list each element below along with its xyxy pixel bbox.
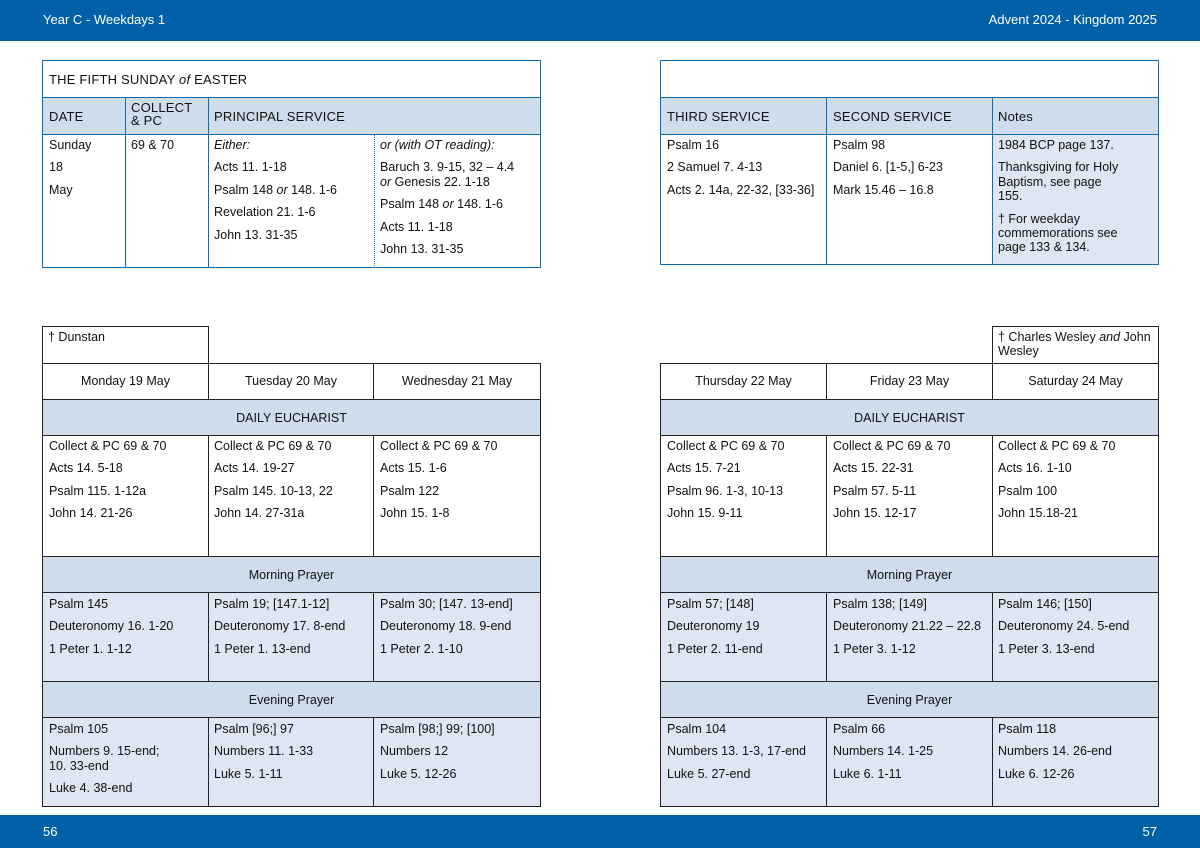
divider xyxy=(1158,326,1159,364)
morning-cell xyxy=(667,597,823,664)
note: Thanksgiving for Holy Baptism, see page 155. xyxy=(998,160,1119,204)
reading-line: Baruch 3. 9-15, 32 – 4.4 xyxy=(380,160,515,175)
sunday-collect-cell: 69 & 70 xyxy=(131,138,175,152)
commem-italic: and xyxy=(1099,330,1121,344)
reading: Revelation 21. 1-6 xyxy=(214,205,316,220)
band-daily-eucharist-right: DAILY EUCHARIST xyxy=(661,400,1158,435)
page-number-right: 57 xyxy=(1142,824,1157,839)
evening-cell xyxy=(380,722,536,789)
reading: Deuteronomy 17. 8-end xyxy=(214,619,346,634)
band-morning-prayer-right: Morning Prayer xyxy=(661,557,1158,592)
divider xyxy=(992,326,1159,327)
reading: Acts 15. 22-31 xyxy=(833,461,914,476)
evening-cell xyxy=(998,722,1154,789)
reading: Collect & PC 69 & 70 xyxy=(833,439,951,453)
page-footer xyxy=(0,815,1200,848)
sunday-title xyxy=(49,72,247,87)
divider xyxy=(208,435,209,557)
reading: Collect & PC 69 & 70 xyxy=(380,439,498,453)
header-right-text: Advent 2024 - Kingdom 2025 xyxy=(988,12,1157,27)
reading: Psalm 138; [149] xyxy=(833,597,927,611)
eucharist-cell xyxy=(49,439,205,529)
sunday-date-cell xyxy=(49,138,121,205)
reading: John 15. 12-17 xyxy=(833,506,917,521)
page-number-left: 56 xyxy=(43,824,58,839)
note: † For weekday commemorations see page 133 & 134. xyxy=(998,211,1118,255)
notes-cell xyxy=(998,138,1128,263)
divider xyxy=(992,326,993,364)
reading: Psalm 66 xyxy=(833,722,886,736)
reading: Luke 4. 38-end xyxy=(49,781,133,796)
reading: Collect & PC 69 & 70 xyxy=(667,439,785,453)
reading: Collect & PC 69 & 70 xyxy=(49,439,167,453)
divider xyxy=(826,592,827,682)
morning-cell xyxy=(380,597,538,664)
evening-cell xyxy=(49,722,199,804)
date-line: 18 xyxy=(49,160,63,175)
third-service-cell xyxy=(667,138,824,205)
divider xyxy=(208,97,209,268)
divider xyxy=(42,97,541,98)
commemoration-dunstan: † Dunstan xyxy=(48,330,105,344)
reading: Psalm 19; [147.1-12] xyxy=(214,597,330,611)
divider xyxy=(660,435,1159,436)
reading: Psalm 148 or 148. 1-6 xyxy=(214,182,337,197)
band-daily-eucharist-left: DAILY EUCHARIST xyxy=(43,400,540,435)
morning-cell xyxy=(833,597,991,664)
reading: Acts 2. 14a, 22-32, [33-36] xyxy=(667,182,815,197)
title-italic: of xyxy=(179,72,191,87)
reading-line: Genesis 22. 1-18 xyxy=(391,174,490,189)
divider xyxy=(42,592,541,593)
eucharist-cell xyxy=(667,439,823,529)
second-service-cell xyxy=(833,138,990,205)
eucharist-cell xyxy=(833,439,989,529)
divider xyxy=(660,134,1159,135)
day-header: Thursday 22 May xyxy=(695,374,792,388)
reading: Psalm 57; [148] xyxy=(667,597,754,611)
reading xyxy=(380,160,538,189)
reading: Psalm 57. 5-11 xyxy=(833,483,917,498)
eucharist-cell xyxy=(380,439,536,529)
reading: John 15.18-21 xyxy=(998,506,1078,521)
reading: John 13. 31-35 xyxy=(214,227,298,242)
title-part: THE FIFTH SUNDAY xyxy=(49,72,180,87)
reading: Numbers 12 xyxy=(380,744,449,759)
day-header: Monday 19 May xyxy=(81,374,170,388)
sunday-or-cell xyxy=(380,138,538,264)
reading: 1 Peter 2. 11-end xyxy=(667,641,763,656)
morning-cell xyxy=(998,597,1156,664)
day-header: Friday 23 May xyxy=(869,374,950,388)
reading: Psalm 104 xyxy=(667,722,727,736)
morning-cell xyxy=(49,597,205,664)
date-line: May xyxy=(49,182,73,197)
reading: John 15. 9-11 xyxy=(667,506,743,521)
divider xyxy=(826,97,827,265)
divider xyxy=(208,592,209,682)
reading: Psalm 145. 10-13, 22 xyxy=(214,483,333,498)
reading: Psalm 96. 1-3, 10-13 xyxy=(667,483,784,498)
reading: John 13. 31-35 xyxy=(380,241,464,256)
divider xyxy=(125,97,126,268)
title-part: EASTER xyxy=(190,72,248,87)
reading: Psalm 105 xyxy=(49,722,109,736)
reading: Psalm 100 xyxy=(998,483,1058,498)
commem-text: † Charles Wesley xyxy=(998,330,1100,344)
reading: Daniel 6. [1-5,] 6-23 xyxy=(833,160,943,175)
day-header: Wednesday 21 May xyxy=(401,374,513,388)
divider xyxy=(373,717,374,807)
reading: Luke 6. 12-26 xyxy=(998,766,1075,781)
divider xyxy=(660,717,1159,718)
reading: Psalm [96;] 97 xyxy=(214,722,294,736)
reading: 1 Peter 1. 1-12 xyxy=(49,641,132,656)
reading: Psalm [98;] 99; [100] xyxy=(380,722,495,736)
evening-cell xyxy=(667,722,823,789)
reading: Acts 15. 1-6 xyxy=(380,461,447,476)
reading: 1 Peter 3. 13-end xyxy=(998,641,1095,656)
reading: Numbers 13. 1-3, 17-end xyxy=(667,744,806,759)
band-morning-prayer-left: Morning Prayer xyxy=(43,557,540,592)
reading: Collect & PC 69 & 70 xyxy=(998,439,1116,453)
sunday-either-cell xyxy=(214,138,369,250)
col-header-second: SECOND SERVICE xyxy=(833,109,952,124)
divider xyxy=(208,326,209,364)
divider xyxy=(826,435,827,557)
divider xyxy=(992,435,993,557)
divider xyxy=(42,435,541,436)
reading: Numbers 14. 1-25 xyxy=(833,744,934,759)
reading: Numbers 11. 1-33 xyxy=(214,744,314,759)
divider xyxy=(992,717,993,807)
reading: John 15. 1-8 xyxy=(380,506,450,521)
reading: John 14. 27-31a xyxy=(214,506,305,521)
page-header xyxy=(0,0,1200,41)
reading: Psalm 115. 1-12a xyxy=(49,483,147,498)
divider xyxy=(660,592,1159,593)
divider xyxy=(42,326,43,364)
reading: Numbers 14. 26-end xyxy=(998,744,1112,759)
reading: Deuteronomy 16. 1-20 xyxy=(49,619,174,634)
band-evening-prayer-left: Evening Prayer xyxy=(43,682,540,717)
evening-cell xyxy=(833,722,989,789)
reading: 1 Peter 1. 13-end xyxy=(214,641,311,656)
divider xyxy=(373,435,374,557)
reading: Mark 15.46 – 16.8 xyxy=(833,182,934,197)
reading: Collect & PC 69 & 70 xyxy=(214,439,332,453)
reading: Acts 15. 7-21 xyxy=(667,461,741,476)
divider xyxy=(992,592,993,682)
reading: Deuteronomy 18. 9-end xyxy=(380,619,512,634)
reading: Luke 6. 1-11 xyxy=(833,766,902,781)
col-header-third: THIRD SERVICE xyxy=(667,109,770,124)
divider xyxy=(660,681,1159,682)
reading: Deuteronomy 21.22 – 22.8 xyxy=(833,619,982,634)
divider xyxy=(208,717,209,807)
reading: Numbers 9. 15-end; 10. 33-end xyxy=(49,744,160,773)
divider xyxy=(992,97,993,265)
col-header-collect: COLLECT & PC xyxy=(131,100,193,128)
day-header: Saturday 24 May xyxy=(1028,374,1123,388)
divider xyxy=(42,556,541,557)
divider xyxy=(42,717,541,718)
divider xyxy=(660,556,1159,557)
eucharist-cell xyxy=(214,439,370,529)
reading: Psalm 146; [150] xyxy=(998,597,1092,611)
header-left-text: Year C - Weekdays 1 xyxy=(43,12,166,27)
morning-cell xyxy=(214,597,370,664)
date-line: Sunday xyxy=(49,138,92,152)
reading: Acts 16. 1-10 xyxy=(998,461,1072,476)
note: 1984 BCP page 137. xyxy=(998,138,1114,152)
reading: Psalm 98 xyxy=(833,138,886,152)
reading: 2 Samuel 7. 4-13 xyxy=(667,160,763,175)
divider xyxy=(42,681,541,682)
reading: Psalm 16 xyxy=(667,138,720,152)
day-header: Tuesday 20 May xyxy=(245,374,337,388)
divider xyxy=(660,97,1159,98)
or-label: or (with OT reading): xyxy=(380,138,495,152)
either-label: Either: xyxy=(214,138,251,152)
reading: Deuteronomy 24. 5-end xyxy=(998,619,1130,634)
reading: Psalm 145 xyxy=(49,597,109,611)
reading: Acts 11. 1-18 xyxy=(214,160,287,175)
col-header-notes: Notes xyxy=(998,109,1033,124)
reading: 1 Peter 3. 1-12 xyxy=(833,641,916,656)
reading: Psalm 118 xyxy=(998,722,1057,736)
reading: Luke 5. 1-11 xyxy=(214,766,283,781)
divider xyxy=(42,399,541,400)
divider xyxy=(374,134,375,268)
reading: Acts 14. 19-27 xyxy=(214,461,295,476)
reading: Psalm 122 xyxy=(380,483,440,498)
reading: Acts 11. 1-18 xyxy=(380,219,453,234)
reading: Psalm 148 or 148. 1-6 xyxy=(380,197,503,212)
reading: Luke 5. 27-end xyxy=(667,766,751,781)
band-evening-prayer-right: Evening Prayer xyxy=(661,682,1158,717)
evening-cell xyxy=(214,722,370,789)
eucharist-cell xyxy=(998,439,1154,529)
divider xyxy=(660,399,1159,400)
reading-italic: or xyxy=(380,174,392,189)
reading: John 14. 21-26 xyxy=(49,506,133,521)
commemoration-wesley xyxy=(998,330,1156,359)
col-header-principal: PRINCIPAL SERVICE xyxy=(214,109,346,124)
reading: Psalm 30; [147. 13-end] xyxy=(380,597,513,611)
reading: 1 Peter 2. 1-10 xyxy=(380,641,463,656)
reading: Deuteronomy 19 xyxy=(667,619,760,634)
commem-text: John Wesley xyxy=(998,330,1151,359)
divider xyxy=(42,326,209,327)
reading: Acts 14. 5-18 xyxy=(49,461,123,476)
divider xyxy=(826,717,827,807)
col-header-date: DATE xyxy=(49,109,84,124)
divider xyxy=(42,134,541,135)
reading: Luke 5. 12-26 xyxy=(380,766,457,781)
divider xyxy=(373,592,374,682)
